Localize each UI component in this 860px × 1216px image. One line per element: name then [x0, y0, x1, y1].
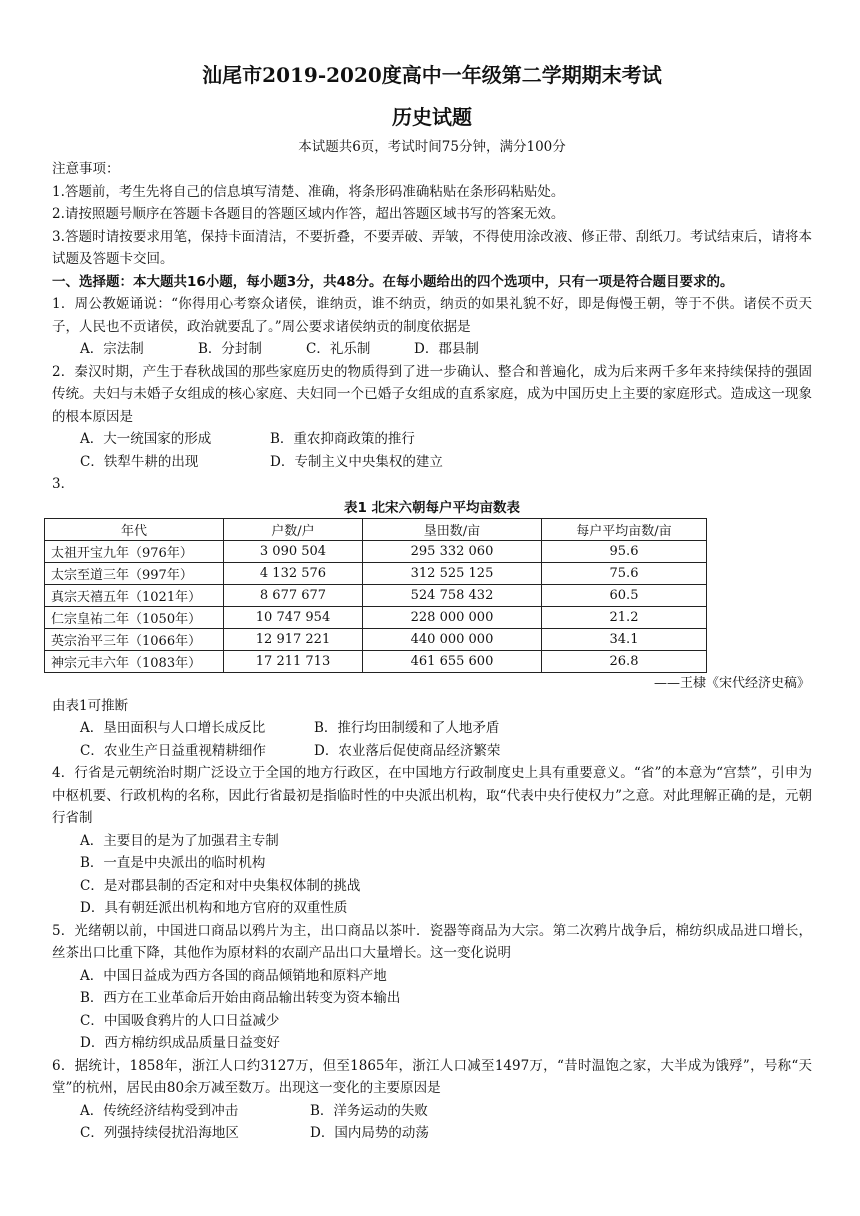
table-cell: 3 090 504 [224, 540, 363, 562]
option-c: C．列强持续侵扰沿海地区 [80, 1125, 239, 1141]
option-a: A．传统经济结构受到冲击 [80, 1102, 239, 1119]
question-3-options-row1 [52, 717, 812, 740]
question-3-options-row2 [52, 740, 812, 763]
question-1-stem: 1．周公教姬诵说：“你得用心考察众诸侯，谁纳贡，谁不纳贡，纳贡的如果礼貌不好，即是侮慢王朝，等于不供。诸侯不贡天子，人民也不贡诸侯，政治就要乱了。”周公要求诸侯纳贡的制度依据是 [52, 296, 812, 335]
table-source: ——王棣《宋代经济史稿》 [653, 675, 810, 691]
option-c: C．中国吸食鸦片的人口日益减少 [80, 1012, 280, 1029]
table-cell: 英宗治平三年（1066年） [45, 628, 224, 650]
table-cell: 10 747 954 [224, 606, 363, 628]
table-cell: 312 525 125 [363, 562, 542, 584]
table-cell: 26.8 [542, 650, 707, 672]
table-cell: 21.2 [542, 606, 707, 628]
option-b: B．分封制 [198, 341, 262, 357]
note-item: 1.答题前，考生先将自己的信息填写清楚、准确，将条形码准确粘贴在条形码粘贴处。 [52, 183, 565, 200]
column-header: 户数/户 [224, 518, 363, 540]
option-d: D．西方棉纺织成品质量日益变好 [80, 1035, 280, 1051]
question-2-stem: 2．秦汉时期，产生于春秋战国的那些家庭历史的物质得到了进一步确认、整合和普遍化，成为后来两千多年来持续保持的强固传统。夫妇与未婚子女组成的核心家庭、夫妇同一个已婚子女组成的直系家庭，成为中国历史上主要的家庭形式。造成这一现象的根本原因是 [52, 363, 812, 425]
option-d: D．郡县制 [414, 341, 479, 357]
table-cell: 95.6 [542, 540, 707, 562]
data-table [44, 518, 707, 673]
note-item: 3.答题时请按要求用笔，保持卡面清洁，不要折叠，不要弄破、弄皱，不得使用涂改液、修正带、刮纸刀。考试结束后，请将本试题及答题卡交回。 [52, 228, 812, 267]
table-cell: 8 677 677 [224, 584, 363, 606]
table-row [45, 628, 707, 650]
question-3-stem: 由表1可推断 [52, 697, 129, 714]
table-cell: 524 758 432 [363, 584, 542, 606]
exam-page [52, 58, 812, 1145]
option-d: D．国内局势的动荡 [310, 1125, 429, 1141]
option-a: A．垦田面积与人口增长成反比 [80, 720, 266, 736]
table-row [45, 562, 707, 584]
exam-title: 汕尾市2019-2020度高中一年级第二学期期末考试 [202, 63, 662, 87]
question-5-stem: 5．光绪朝以前，中国进口商品以鸦片为主，出口商品以茶叶．瓷器等商品为大宗。第二次鸦片战争后，棉纺织成品进口增长，丝茶出口比重下降，其他作为原材料的农副产品出口大量增长。这一变化说明 [52, 922, 812, 961]
exam-subtitle: 历史试题 [392, 105, 472, 129]
option-d: D．专制主义中央集权的建立 [270, 453, 443, 470]
question-1-options [52, 338, 812, 361]
question-6-options-row1 [52, 1100, 812, 1123]
table-cell: 228 000 000 [363, 606, 542, 628]
question-2-options-row1 [52, 428, 812, 451]
table-cell: 4 132 576 [224, 562, 363, 584]
exam-info: 本试题共6页，考试时间75分钟，满分100分 [298, 139, 566, 155]
column-header: 每户平均亩数/亩 [542, 518, 707, 540]
option-a: A．宗法制 [80, 341, 144, 357]
option-c: C．是对郡县制的否定和对中央集权体制的挑战 [80, 877, 361, 894]
question-4-stem: 4．行省是元朝统治时期广泛设立于全国的地方行政区，在中国地方行政制度史上具有重要意义。“省”的本意为“宫禁”，引申为中枢机要、行政机构的名称，因此行省最初是指临时性的中央派出机构，取“代表中央行使权力”之意。对此理解正确的是，元朝行省制 [52, 765, 812, 826]
table-cell: 神宗元丰六年（1083年） [45, 650, 224, 672]
option-a: A．主要目的是为了加强君主专制 [80, 832, 279, 849]
table-cell: 太祖开宝九年（976年） [45, 540, 224, 562]
table-cell: 295 332 060 [363, 540, 542, 562]
table-caption: 表1 北宋六朝每户平均亩数表 [343, 499, 521, 516]
option-a: A．中国日益成为西方各国的商品倾销地和原料产地 [80, 967, 387, 984]
option-c: C．礼乐制 [306, 341, 371, 357]
question-2-options-row2 [52, 451, 812, 474]
table-row [45, 540, 707, 562]
note-item: 2.请按照题号顺序在答题卡各题目的答题区域内作答，超出答题区域书写的答案无效。 [52, 206, 565, 222]
table-row [45, 650, 707, 672]
table-cell: 34.1 [542, 628, 707, 650]
question-6-options-row2 [52, 1122, 812, 1145]
section-heading: 一、选择题：本大题共16小题，每小题3分，共48分。在每小题给出的四个选项中，只有一项是符合题目要求的。 [52, 273, 734, 290]
table-cell: 17 211 713 [224, 650, 363, 672]
table-row [45, 606, 707, 628]
option-b: B．西方在工业革命后开始由商品输出转变为资本输出 [80, 990, 401, 1006]
notes-heading: 注意事项： [52, 161, 120, 177]
table-cell: 仁宗皇祐二年（1050年） [45, 606, 224, 628]
table-cell: 真宗天禧五年（1021年） [45, 584, 224, 606]
table-cell: 461 655 600 [363, 650, 542, 672]
table-header-row [45, 518, 707, 540]
option-d: D．农业落后促使商品经济繁荣 [314, 742, 501, 759]
option-d: D．具有朝廷派出机构和地方官府的双重性质 [80, 900, 348, 916]
option-b: B．一直是中央派出的临时机构 [80, 855, 266, 871]
option-c: C．铁犁牛耕的出现 [80, 453, 199, 470]
column-header: 年代 [45, 518, 224, 540]
table-cell: 440 000 000 [363, 628, 542, 650]
table-row [45, 584, 707, 606]
question-3-number: 3． [52, 476, 75, 492]
table-cell: 12 917 221 [224, 628, 363, 650]
question-6-stem: 6．据统计，1858年，浙江人口约3127万，但至1865年，浙江人口减至1497万，“昔时温饱之家，大半成为饿殍”，号称“天堂”的杭州，居民由80余万减至数万。出现这一变化的主要原因是 [52, 1057, 812, 1096]
option-b: B．洋务运动的失败 [310, 1102, 428, 1119]
table-cell: 太宗至道三年（997年） [45, 562, 224, 584]
column-header: 垦田数/亩 [363, 518, 542, 540]
option-a: A．大一统国家的形成 [80, 431, 212, 447]
option-c: C．农业生产日益重视精耕细作 [80, 742, 266, 759]
option-b: B．重农抑商政策的推行 [270, 431, 415, 447]
table-cell: 75.6 [542, 562, 707, 584]
option-b: B．推行均田制缓和了人地矛盾 [314, 720, 500, 736]
table-cell: 60.5 [542, 584, 707, 606]
